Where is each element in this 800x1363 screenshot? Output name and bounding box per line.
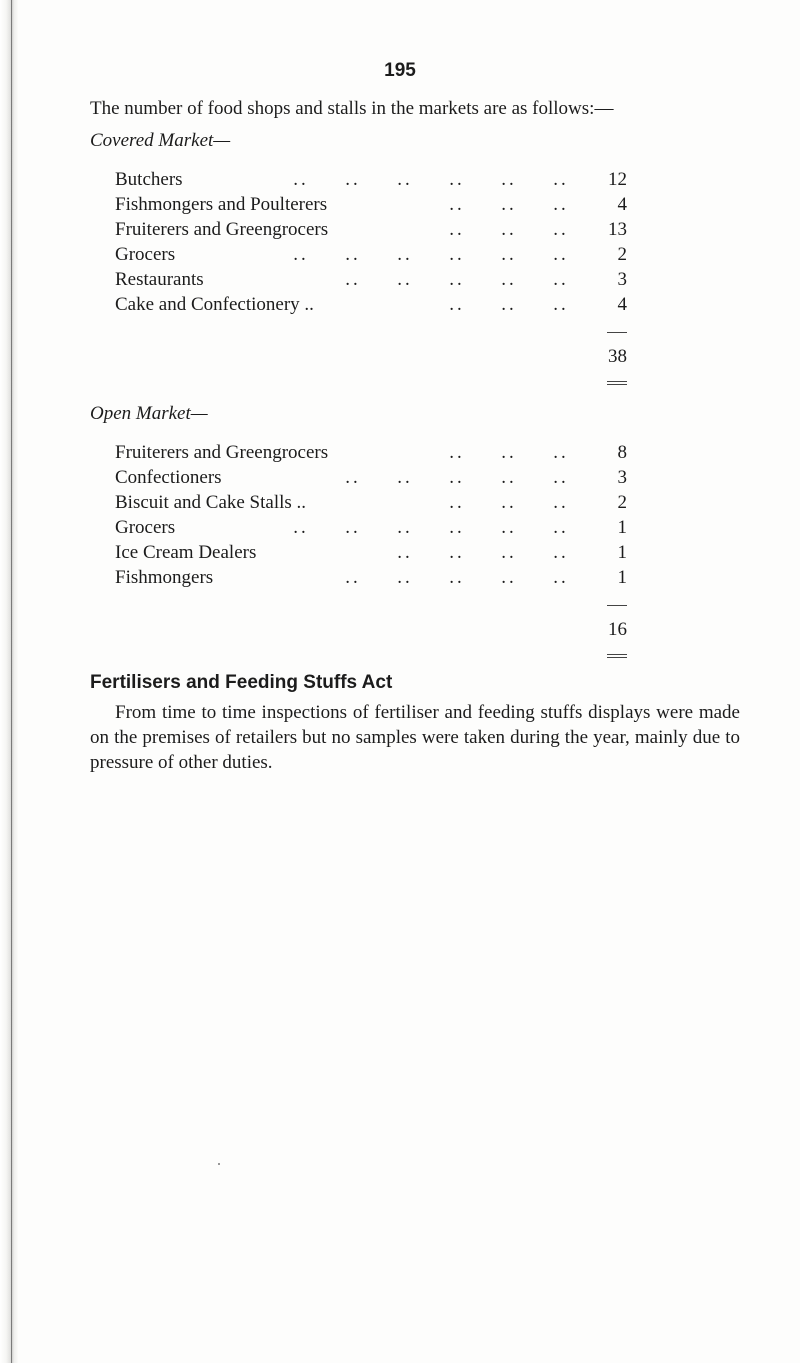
- row-label: Ice Cream Dealers: [115, 542, 257, 563]
- table-row: [115, 467, 627, 491]
- total-double-rule: [607, 381, 627, 385]
- row-value: 2: [617, 244, 627, 265]
- leader-dots: .. .. .. .. ..: [345, 269, 569, 290]
- leader-dots: .. .. .. .. ..: [345, 467, 569, 488]
- leader-dots: .. .. .. ..: [397, 542, 569, 563]
- table-row: [115, 492, 627, 516]
- row-value: 1: [617, 542, 627, 563]
- leader-dots: .. .. .. .. .. ..: [293, 244, 569, 265]
- row-value: 1: [617, 567, 627, 588]
- page-binding-edge: [0, 0, 18, 1363]
- row-label: Restaurants: [115, 269, 204, 290]
- table-row: [115, 294, 627, 318]
- table-row: [115, 442, 627, 466]
- leader-dots: .. .. ..: [449, 442, 569, 463]
- total-double-rule: [607, 654, 627, 658]
- page-number: 195: [384, 60, 416, 81]
- leader-dots: .. .. ..: [449, 492, 569, 513]
- row-value: 4: [617, 294, 627, 315]
- leader-dots: .. .. ..: [449, 194, 569, 215]
- row-label: Fishmongers and Poulterers: [115, 194, 328, 215]
- row-value: 4: [617, 194, 627, 215]
- leader-dots: .. .. .. .. .. ..: [293, 169, 569, 190]
- table-row: [115, 219, 627, 243]
- table-row: [115, 244, 627, 268]
- table-row: [115, 194, 627, 218]
- open-market-title: Open Market—: [90, 403, 208, 424]
- row-value: 3: [617, 467, 627, 488]
- row-label: Confectioners: [115, 467, 222, 488]
- leader-dots: .. .. ..: [449, 294, 569, 315]
- table-row: [115, 567, 627, 591]
- row-label: Fishmongers: [115, 567, 214, 588]
- row-label: Biscuit and Cake Stalls ..: [115, 492, 307, 513]
- table-row: [115, 517, 627, 541]
- table-row: [115, 169, 627, 193]
- row-label: Grocers: [115, 517, 176, 538]
- leader-dots: .. .. .. .. ..: [345, 567, 569, 588]
- table-row: [115, 269, 627, 293]
- row-label: Grocers: [115, 244, 176, 265]
- table-row: [115, 542, 627, 566]
- paper-speck: [218, 1163, 220, 1165]
- body-paragraph: From time to time inspections of fertiliser and feeding stuffs displays were made on the premises of retailers but no samples were taken during the year, mainly due to pressure of other duties.: [90, 702, 740, 773]
- row-label: Fruiterers and Greengrocers: [115, 219, 329, 240]
- leader-dots: .. .. .. .. .. ..: [293, 517, 569, 538]
- covered-market-total: 38: [608, 346, 627, 367]
- row-value: 1: [617, 517, 627, 538]
- covered-market-title: Covered Market—: [90, 130, 231, 151]
- row-value: 12: [608, 169, 627, 190]
- intro-sentence: The number of food shops and stalls in the markets are as follows:—: [90, 98, 614, 119]
- row-value: 3: [617, 269, 627, 290]
- row-label: Cake and Confectionery ..: [115, 294, 314, 315]
- row-value: 2: [617, 492, 627, 513]
- row-label: Butchers: [115, 169, 183, 190]
- subtotal-rule: [607, 605, 627, 606]
- subtotal-rule: [607, 332, 627, 333]
- section-heading: Fertilisers and Feeding Stuffs Act: [90, 672, 393, 693]
- leader-dots: .. .. ..: [449, 219, 569, 240]
- open-market-total: 16: [608, 619, 627, 640]
- row-value: 8: [617, 442, 627, 463]
- row-label: Fruiterers and Greengrocers: [115, 442, 329, 463]
- row-value: 13: [608, 219, 627, 240]
